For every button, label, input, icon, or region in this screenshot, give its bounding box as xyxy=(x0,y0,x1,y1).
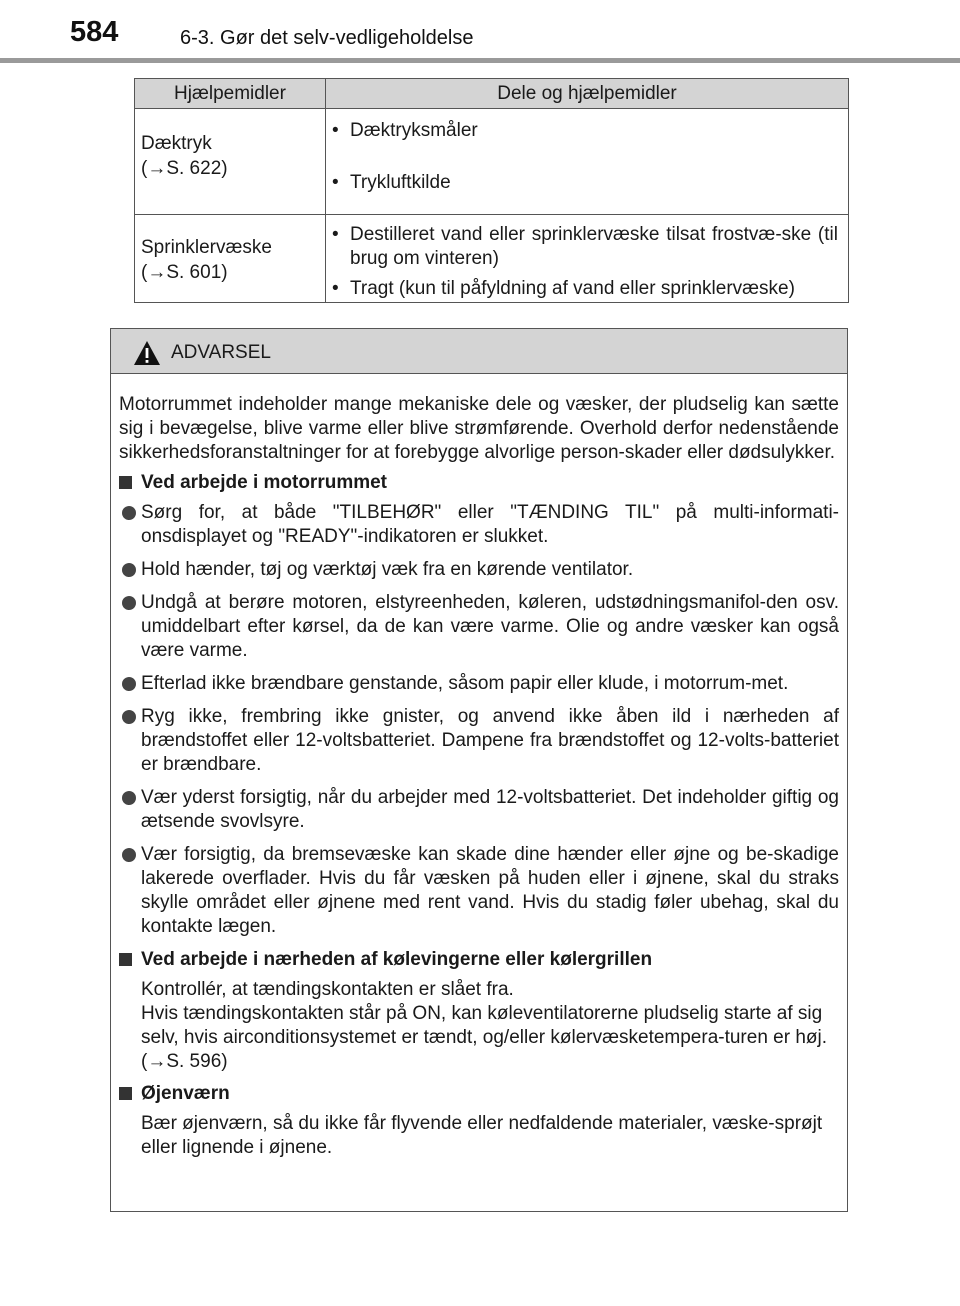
page-reference: (→S. 601) xyxy=(141,262,228,283)
instruction-text: Kontrollér, at tændingskontakten er slået fra. xyxy=(141,979,514,1000)
list-item: • Tragt (kun til påfyldning af vand eller sprinklervæske) xyxy=(326,277,838,301)
table-header-row xyxy=(135,79,849,109)
round-bullet-icon xyxy=(122,791,136,805)
list-item: • Destilleret vand eller sprinklervæske tilsat frostvæ-ske (til brug om vinteren) xyxy=(326,223,838,271)
list-item: • Trykluftkilde xyxy=(326,171,838,195)
section-heading: Øjenværn xyxy=(119,1082,839,1106)
round-bullet-icon xyxy=(122,563,136,577)
table-cell xyxy=(135,109,326,215)
square-bullet-icon xyxy=(119,476,132,489)
page-number: 584 xyxy=(70,16,119,48)
square-bullet-icon xyxy=(119,1087,132,1100)
list-item: • Dæktryksmåler xyxy=(326,119,838,143)
list-item: Undgå at berøre motoren, elstyreenheden, køleren, udstødningsmanifol-den osv. umiddelbart efter kørsel, da de kan være varme. Olie og andre væsker kan også være varme. xyxy=(119,591,839,663)
table-cell xyxy=(326,215,849,303)
list-item: Efterlad ikke brændbare genstande, såsom papir eller klude, i motorrum-met. xyxy=(119,672,839,696)
warning-intro: Motorrummet indeholder mange mekaniske dele og væsker, der pludselig kan sætte sig i bevægelse, blive varme eller blive strømførende. Overhold derfor nedenstående sikkerhedsforanstaltninger for at forebygge alvorlige person-skader eller dødsulykker. xyxy=(119,394,839,463)
round-bullet-icon xyxy=(122,677,136,691)
warning-body xyxy=(111,374,847,1160)
round-bullet-icon xyxy=(122,710,136,724)
section-heading: Ved arbejde i motorrummet xyxy=(119,471,839,495)
header-divider xyxy=(0,58,960,63)
round-bullet-icon xyxy=(122,848,136,862)
section-heading: Ved arbejde i nærheden af kølevingerne eller kølergrillen xyxy=(119,948,839,972)
column-header: Dele og hjælpemidler xyxy=(326,79,849,109)
column-header: Hjælpemidler xyxy=(135,79,326,109)
page-reference: (→S. 622) xyxy=(141,158,228,179)
table-cell xyxy=(135,215,326,303)
section-title: 6-3. Gør det selv-vedligeholdelse xyxy=(180,27,474,49)
round-bullet-icon xyxy=(122,596,136,610)
list-item: Sørg for, at både "TILBEHØR" eller "TÆNDING TIL" på multi-informati-onsdisplayet og "READY"-indikatoren er slukket. xyxy=(119,501,839,549)
list-item: Vær yderst forsigtig, når du arbejder med 12-voltsbatteriet. Det indeholder giftig og ætsende svovlsyre. xyxy=(119,786,839,834)
instruction-text: Hvis tændingskontakten står på ON, kan køleventilatorerne pludselig starte af sig selv, hvis airconditionsystemet er tændt, og/eller kølervæsketempera-turen er høj. (→S. 596) xyxy=(141,1003,828,1072)
section-text xyxy=(119,1112,839,1160)
item-name: Dæktryk xyxy=(141,133,212,154)
square-bullet-icon xyxy=(119,953,132,966)
table-row xyxy=(135,215,849,303)
list-item: Vær forsigtig, da bremsevæske kan skade dine hænder eller øjne og be-skadige lakerede overflader. Hvis du får væsken på huden eller i øjnene, skal du straks skylle området eller øjnene med rent vand. Hvis du stadig føler ubehag, skal du kontakte lægen. xyxy=(119,843,839,939)
page-header xyxy=(0,0,960,64)
warning-box xyxy=(110,328,848,1212)
warning-triangle-icon xyxy=(133,340,161,366)
item-name: Sprinklervæske xyxy=(141,237,272,258)
instruction-text: Bær øjenværn, så du ikke får flyvende eller nedfaldende materialer, væske-sprøjt eller lignende i øjnene. xyxy=(141,1113,823,1158)
table-cell xyxy=(326,109,849,215)
warning-header xyxy=(111,329,847,374)
round-bullet-icon xyxy=(122,506,136,520)
list-item: Hold hænder, tøj og værktøj væk fra en kørende ventilator. xyxy=(119,558,839,582)
list-item: Ryg ikke, frembring ikke gnister, og anvend ikke åben ild i nærheden af brændstoffet eller 12-voltsbatteriet. Dampene fra brændstoffet og 12-volts-batteriet er brændbare. xyxy=(119,705,839,777)
section-text xyxy=(119,978,839,1074)
warning-title: ADVARSEL xyxy=(171,342,271,363)
table-row xyxy=(135,109,849,215)
parts-table xyxy=(134,78,849,303)
